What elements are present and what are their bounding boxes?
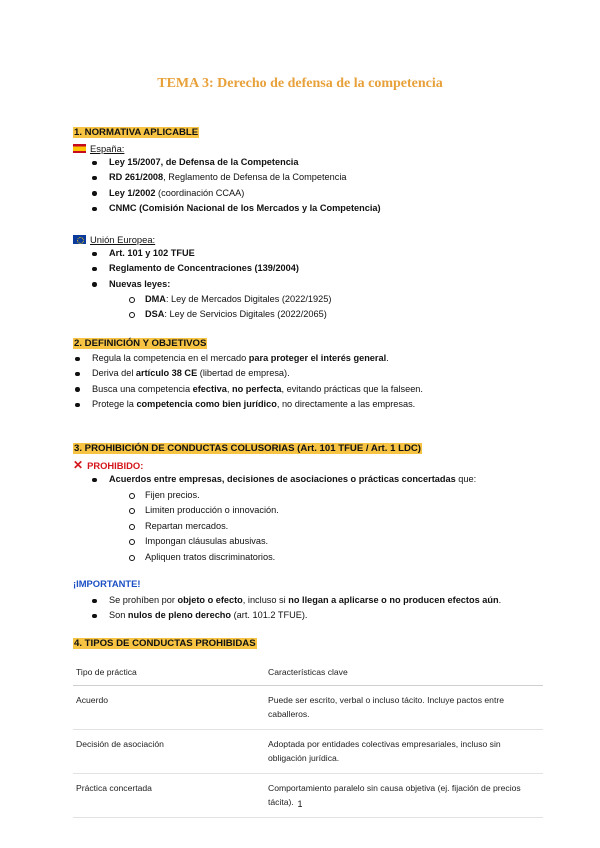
important-list bbox=[109, 593, 501, 624]
eu-sublist bbox=[145, 292, 331, 323]
list-item: Busca una competencia efectiva, no perfecta, evitando prácticas que la falseen. bbox=[92, 382, 423, 397]
cross-mark-icon: ✕ bbox=[73, 458, 84, 472]
list-item: Ley 1/2002 (coordinación CCAA) bbox=[109, 186, 381, 201]
list-item: Se prohíben por objeto o efecto, incluso si no llegan a aplicarse o no producen efectos aún. bbox=[109, 593, 501, 608]
table-row: Decisión de asociación Adoptada por entidades colectivas empresariales, incluso sin obligación jurídica. bbox=[73, 730, 543, 774]
list-item: CNMC (Comisión Nacional de los Mercados y la Competencia) bbox=[109, 201, 381, 216]
list-item: Ley 15/2007, de Defensa de la Competencia bbox=[109, 155, 381, 170]
list-item: Fijen precios. bbox=[145, 488, 279, 503]
list-item: Repartan mercados. bbox=[145, 519, 279, 534]
list-item: DMA: Ley de Mercados Digitales (2022/1925) bbox=[145, 292, 331, 307]
prohibited-sublist bbox=[145, 488, 279, 565]
section-2-heading: 2. DEFINICIÓN Y OBJETIVOS bbox=[74, 338, 207, 349]
spain-subheading bbox=[73, 143, 124, 154]
list-item: Reglamento de Concentraciones (139/2004) bbox=[109, 261, 299, 276]
section-1-heading: 1. NORMATIVA APLICABLE bbox=[74, 127, 199, 138]
prohibido-label: ✕ PROHIBIDO: bbox=[73, 458, 144, 472]
spain-list bbox=[109, 155, 381, 217]
list-item: Regula la competencia en el mercado para proteger el interés general. bbox=[92, 351, 423, 366]
table-header: Características clave bbox=[265, 658, 543, 686]
list-item: Acuerdos entre empresas, decisiones de asociaciones o prácticas concertadas que: bbox=[109, 472, 476, 487]
list-item: Apliquen tratos discriminatorios. bbox=[145, 550, 279, 565]
list-item: DSA: Ley de Servicios Digitales (2022/2065) bbox=[145, 307, 331, 322]
spain-flag-icon bbox=[73, 144, 86, 153]
section-4-heading: 4. TIPOS DE CONDUCTAS PROHIBIDAS bbox=[74, 638, 256, 649]
list-item: Protege la competencia como bien jurídico, no directamente a las empresas. bbox=[92, 397, 423, 412]
spain-label: España: bbox=[90, 143, 125, 154]
section-3-heading: 3. PROHIBICIÓN DE CONDUCTAS COLUSORIAS (Art. 101 TFUE / Art. 1 LDC) bbox=[74, 443, 421, 454]
page-number: 1 bbox=[297, 799, 303, 809]
conduct-types-table bbox=[73, 658, 543, 818]
table-header: Tipo de práctica bbox=[73, 658, 265, 686]
eu-flag-icon bbox=[73, 235, 86, 244]
prohibited-main-list bbox=[109, 472, 476, 487]
list-item: RD 261/2008, Reglamento de Defensa de la Competencia bbox=[109, 170, 381, 185]
list-item: Son nulos de pleno derecho (art. 101.2 TFUE). bbox=[109, 608, 501, 623]
list-item: Limiten producción o innovación. bbox=[145, 503, 279, 518]
definition-list bbox=[92, 351, 423, 413]
document-title: TEMA 3: Derecho de defensa de la competencia bbox=[157, 76, 443, 91]
important-label: ¡IMPORTANTE! bbox=[73, 578, 141, 589]
list-item: Impongan cláusulas abusivas. bbox=[145, 534, 279, 549]
list-item: Art. 101 y 102 TFUE bbox=[109, 246, 299, 261]
eu-subheading bbox=[73, 234, 155, 245]
eu-list bbox=[109, 246, 299, 292]
table-row: Práctica concertada Comportamiento paralelo sin causa objetiva (ej. fijación de precios tácita). bbox=[73, 774, 543, 818]
list-item: Deriva del artículo 38 CE (libertad de empresa). bbox=[92, 366, 423, 381]
table-row: Acuerdo Puede ser escrito, verbal o incluso tácito. Incluye pactos entre caballeros. bbox=[73, 686, 543, 730]
list-item: Nuevas leyes: bbox=[109, 277, 299, 292]
eu-label: Unión Europea: bbox=[90, 234, 156, 245]
